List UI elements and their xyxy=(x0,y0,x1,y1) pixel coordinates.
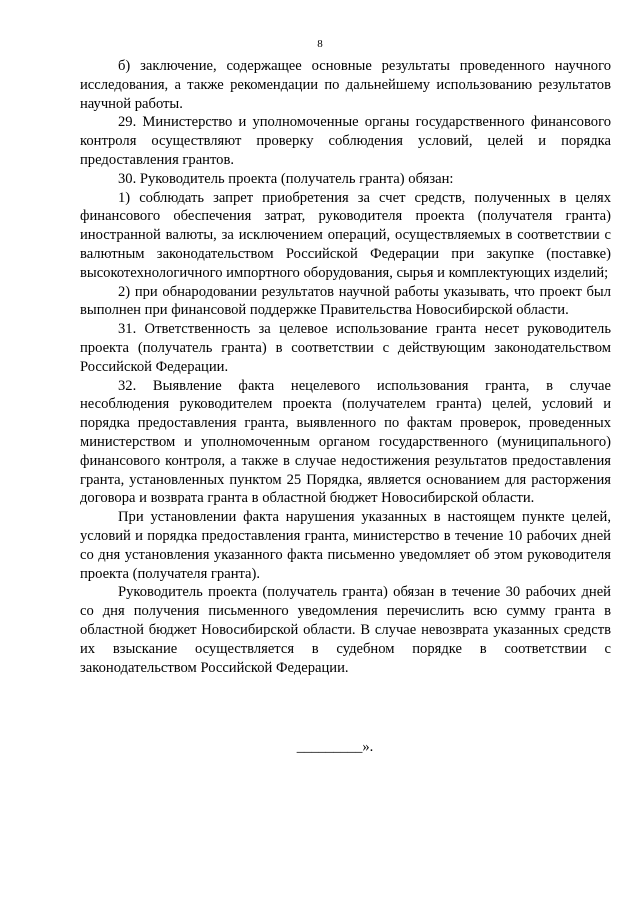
document-body xyxy=(80,57,611,677)
paragraph-29: 29. Министерство и уполномоченные органы государственного финансового контроля осуществляют проверку соблюдения условий, целей и порядка предоставления грантов. xyxy=(80,114,611,168)
paragraph-conclusion-item: б) заключение, содержащее основные результаты проведенного научного исследования, а также рекомендации по дальнейшему использованию результатов научной работы. xyxy=(80,58,611,112)
paragraph-30-item-2: 2) при обнародовании результатов научной работы указывать, что проект был выполнен при финансовой поддержке Правительства Новосибирской области. xyxy=(80,283,611,319)
paragraph-32-violation-notice: При установлении факта нарушения указанных в настоящем пункте целей, условий и порядка предоставления гранта, министерство в течение 10 рабочих дней со дня установления указанного факта письменно уведомляет об этом руководителя проекта (получателя гранта). xyxy=(80,509,611,582)
paragraph-30-item-1: 1) соблюдать запрет приобретения за счет средств, полученных в целях финансового обеспечения затрат, руководителя проекта (получателя гранта) иностранной валюты, за исключением операций, осуществляемых в соответствии с валютным законодательством Российской Федерации при закупке (поставке) высокотехнологичного импортного оборудования, сырья и комплектующих изделий; xyxy=(80,189,611,281)
paragraph-31: 31. Ответственность за целевое использование гранта несет руководитель проекта (получатель гранта) в соответствии с действующим законодательством Российской Федерации. xyxy=(80,321,611,375)
page-number: 8 xyxy=(317,38,323,50)
document-ending-mark: _________». xyxy=(296,739,374,755)
paragraph-32-refund-obligation: Руководитель проекта (получатель гранта) обязан в течение 30 рабочих дней со дня получения письменного уведомления перечислить всю сумму гранта в областной бюджет Новосибирской области. В случае невозврата указанных средств их взыскание осуществляется в судебном порядке в соответствии с законодательством Российской Федерации. xyxy=(80,584,611,676)
paragraph-30: 30. Руководитель проекта (получатель гранта) обязан: xyxy=(118,170,454,187)
paragraph-32: 32. Выявление факта нецелевого использования гранта, в случае несоблюдения руководителем проекта (получателем гранта) целей, условий и порядка предоставления гранта, выявленного по фактам проверок, проведенных министерством и уполномоченным органом государственного (муниципального) финансового контроля, а также в случае недостижения результатов предоставления гранта, установленных пунктом 25 Порядка, является основанием для расторжения договора и возврата гранта в областной бюджет Новосибирской области. xyxy=(80,377,611,507)
